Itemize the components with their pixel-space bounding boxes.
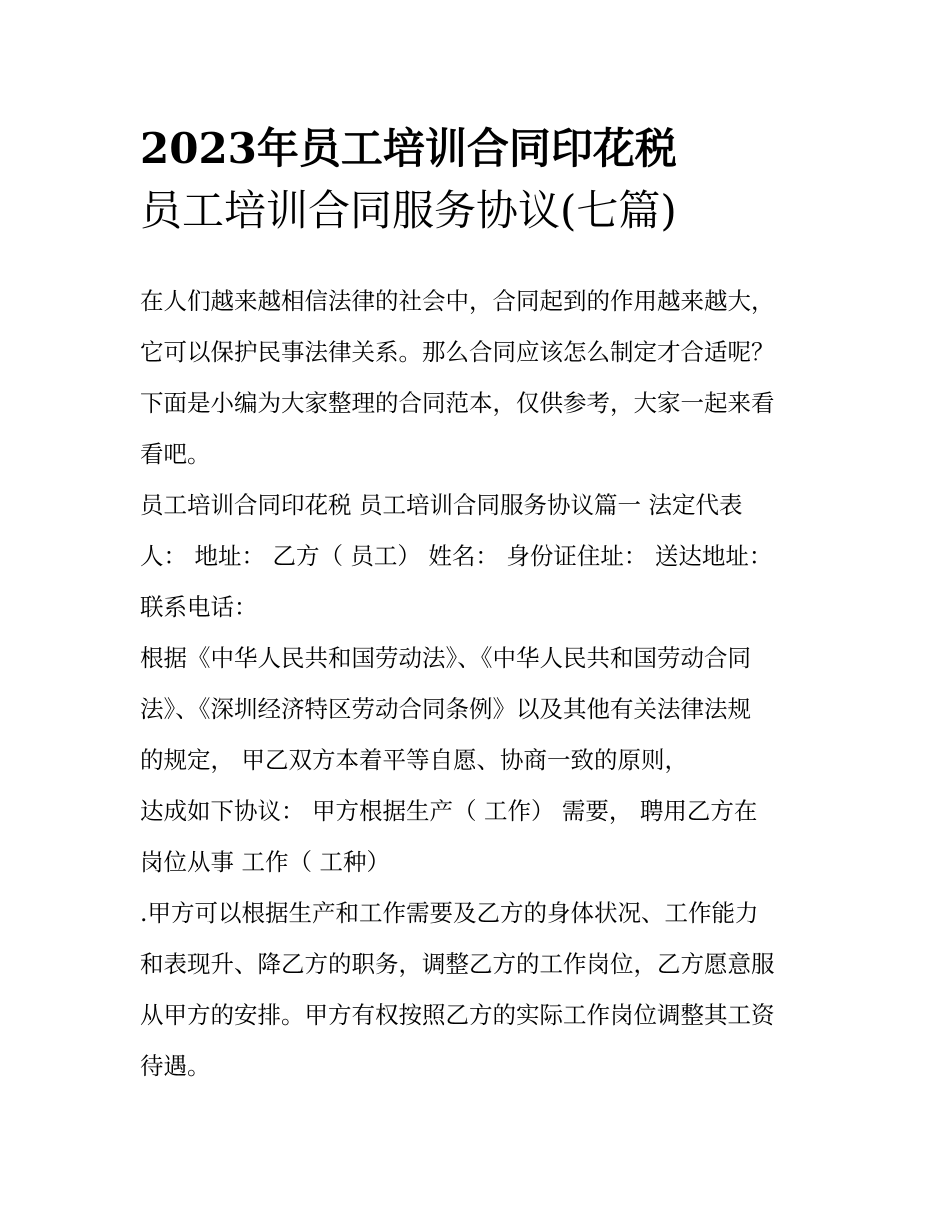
paragraph-parties: [140, 480, 820, 633]
text-line: .甲方可以根据生产和工作需要及乙方的身体状况、工作能力: [140, 899, 759, 927]
document-title: [140, 118, 840, 242]
document-body: [140, 276, 820, 1092]
text-line: 从甲方的安排。甲方有权按照乙方的实际工作岗位调整其工资: [140, 1001, 775, 1029]
text-line: 根据《中华人民共和国劳动法》、《中华人民共和国劳动合同: [140, 644, 751, 672]
paragraph-intro: [140, 276, 820, 480]
text-line: 员工培训合同印花税 员工培训合同服务协议篇一 法定代表: [140, 491, 743, 519]
text-line: 达成如下协议： 甲方根据生产（ 工作） 需要， 聘用乙方在: [140, 797, 758, 825]
text-line: 待遇。: [140, 1052, 211, 1080]
text-line: 岗位从事 工作（ 工种）: [140, 848, 390, 876]
text-line: 人： 地址： 乙方（ 员工） 姓名： 身份证住址： 送达地址：: [140, 542, 773, 570]
title-line-2: 员工培训合同服务协议(七篇): [140, 186, 677, 235]
text-line: 在人们越来越相信法律的社会中，合同起到的作用越来越大，: [140, 287, 775, 315]
text-line: 和表现升、降乙方的职务，调整乙方的工作岗位，乙方愿意服: [140, 950, 775, 978]
text-line: 法》、《深圳经济特区劳动合同条例》以及其他有关法律法规: [140, 695, 751, 723]
text-line: 它可以保护民事法律关系。那么合同应该怎么制定才合适呢？: [140, 338, 775, 366]
text-line: 的规定， 甲乙双方本着平等自愿、协商一致的原则，: [140, 746, 688, 774]
paragraph-position-adjustment: [140, 888, 820, 1092]
text-line: 联系电话：: [140, 593, 258, 621]
paragraph-legal-basis: [140, 633, 820, 786]
text-line: 看吧。: [140, 440, 211, 468]
paragraph-agreement: [140, 786, 820, 888]
text-line: 下面是小编为大家整理的合同范本，仅供参考，大家一起来看: [140, 389, 775, 417]
title-line-1: 2023年员工培训合同印花税: [140, 124, 677, 173]
